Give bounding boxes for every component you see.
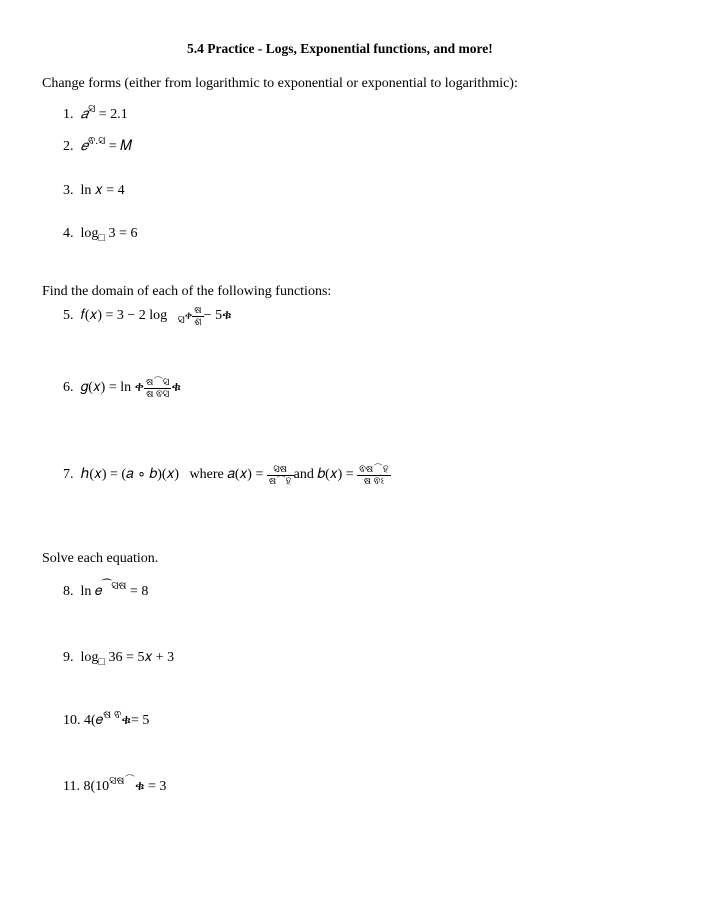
lhs: 4(𝑒 bbox=[84, 713, 104, 728]
problem-5 bbox=[63, 300, 232, 332]
fraction bbox=[192, 305, 203, 328]
problem-number: 1. bbox=[63, 107, 74, 122]
lhs: ℎ(𝑥) = (𝑎 ∘ 𝑏)(𝑥) bbox=[80, 467, 180, 482]
section1-instructions: Change forms (either from logarithmic to exponential or exponential to logarithmic): bbox=[42, 76, 518, 91]
problem-4 bbox=[63, 226, 138, 244]
problem-number: 2. bbox=[63, 139, 74, 154]
rhs: = 2.1 bbox=[98, 107, 128, 122]
exponent: ଵ.ସ bbox=[87, 135, 106, 147]
rhs: ቁ = 3 bbox=[134, 779, 167, 794]
problem-9 bbox=[63, 650, 175, 668]
problem-number: 9. bbox=[63, 650, 74, 665]
problem-number: 7. bbox=[63, 467, 74, 482]
lhs: 𝑔(𝑥) = ln ቀ bbox=[80, 380, 145, 395]
page-title: 5.4 Practice - Logs, Exponential functions, and more! bbox=[187, 41, 493, 56]
problem-number: 10. bbox=[63, 713, 81, 728]
where-text: where 𝑎(𝑥) = bbox=[189, 467, 264, 482]
rhs: ቁ= 5 bbox=[121, 713, 150, 728]
numerator: ଷ bbox=[192, 305, 203, 317]
base: 𝑎 bbox=[80, 107, 89, 122]
problem-number: 11. bbox=[63, 779, 80, 794]
problem-number: 8. bbox=[63, 584, 74, 599]
lhs: 8(10 bbox=[83, 779, 110, 794]
problem-number: 5. bbox=[63, 308, 74, 323]
section2-instructions: Find the domain of each of the following functions: bbox=[42, 284, 332, 299]
paren-open: ቀ bbox=[184, 309, 193, 322]
rhs: − 5ቁ bbox=[203, 308, 232, 323]
exponent: ସ bbox=[88, 103, 96, 115]
rhs: 36 = 5𝑥 + 3 bbox=[108, 650, 175, 665]
fraction bbox=[144, 377, 171, 400]
numerator: ଵଷ⁀ହ bbox=[359, 463, 389, 475]
rhs: 3 = 6 bbox=[108, 226, 138, 241]
exponent: ଷ ଵ bbox=[103, 709, 122, 721]
fraction-b bbox=[357, 464, 391, 487]
problem-number: 4. bbox=[63, 226, 74, 241]
problem-number: 6. bbox=[63, 380, 74, 395]
paren-close: ቁ bbox=[171, 380, 181, 395]
problem-8 bbox=[63, 580, 149, 599]
problem-1 bbox=[63, 103, 128, 122]
denominator: ଷ ଵଽ bbox=[363, 475, 385, 487]
problem-2 bbox=[63, 135, 133, 154]
rhs: = 8 bbox=[130, 584, 149, 599]
denominator: ଷ⁀ହ bbox=[268, 475, 292, 487]
section3-instructions: Solve each equation. bbox=[42, 551, 159, 566]
rhs: = 𝑀 bbox=[108, 139, 133, 154]
denominator: ଷ ଵସ bbox=[146, 388, 170, 400]
exponent: ⁀ସଷ bbox=[102, 580, 127, 592]
equation: ln 𝑥 = 4 bbox=[80, 183, 125, 198]
log-base: □ bbox=[98, 656, 106, 668]
denominator: ଶ bbox=[194, 316, 202, 328]
fraction-a bbox=[267, 464, 294, 487]
problem-6 bbox=[63, 372, 181, 404]
lhs: ln 𝑒 bbox=[80, 584, 103, 599]
problem-number: 3. bbox=[63, 183, 74, 198]
log-base: □ bbox=[98, 232, 106, 244]
lhs: 𝑓(𝑥) = 3 − 2 log bbox=[80, 308, 168, 323]
numerator: ସଷ bbox=[267, 464, 294, 476]
problem-7 bbox=[63, 459, 391, 491]
problem-11 bbox=[63, 775, 167, 794]
base: 𝑒 bbox=[80, 139, 88, 154]
log-base: ସ bbox=[177, 313, 185, 326]
problem-3 bbox=[63, 184, 125, 198]
problem-10 bbox=[63, 709, 150, 728]
and-text: and 𝑏(𝑥) = bbox=[293, 467, 354, 482]
log: log bbox=[80, 226, 99, 241]
numerator: ଷ⁀ସ bbox=[146, 376, 170, 388]
exponent: ସଷ⁀ bbox=[109, 775, 135, 787]
log: log bbox=[80, 650, 99, 665]
